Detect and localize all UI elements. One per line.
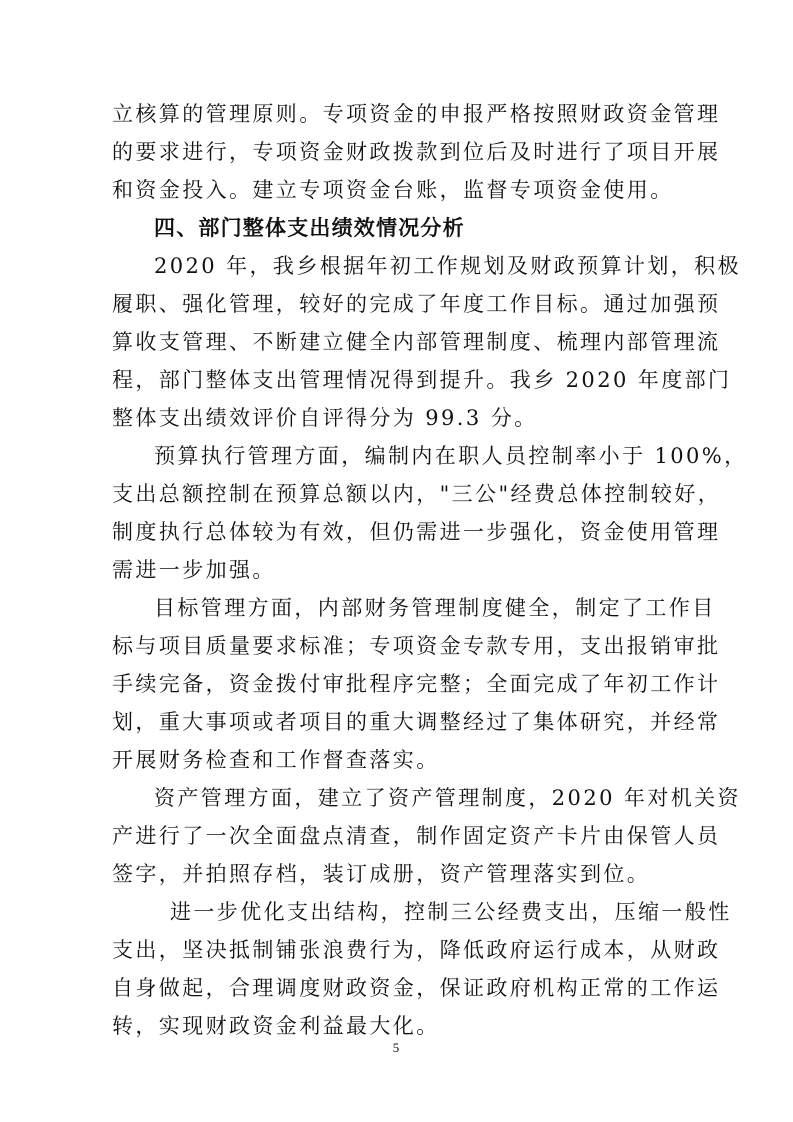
paragraph-line: 转，实现财政资金利益最大化。 bbox=[112, 1014, 440, 1038]
paragraph-line: 预算执行管理方面，编制内在职人员控制率小于 100%， bbox=[154, 444, 748, 468]
paragraph-line: 算收支管理、不断建立健全内部管理制度、梳理内部管理流 bbox=[112, 330, 721, 354]
paragraph-line: 划，重大事项或者项目的重大调整经过了集体研究，并经常 bbox=[112, 710, 721, 734]
paragraph-line: 的要求进行，专项资金财政拨款到位后及时进行了项目开展 bbox=[112, 140, 721, 164]
paragraph-line: 标与项目质量要求标准；专项资金专款专用，支出报销审批 bbox=[112, 634, 721, 658]
paragraph-line: 立核算的管理原则。专项资金的申报严格按照财政资金管理 bbox=[112, 102, 721, 126]
paragraph-line: 开展财务检查和工作督查落实。 bbox=[112, 748, 440, 772]
paragraph-line: 自身做起，合理调度财政资金，保证政府机构正常的工作运 bbox=[112, 976, 721, 1000]
paragraph-line: 产进行了一次全面盘点清查，制作固定资产卡片由保管人员 bbox=[112, 824, 721, 848]
paragraph-line: 履职、强化管理，较好的完成了年度工作目标。通过加强预 bbox=[112, 292, 721, 316]
paragraph-line: 支出，坚决抵制铺张浪费行为，降低政府运行成本，从财政 bbox=[112, 938, 721, 962]
paragraph-line: 和资金投入。建立专项资金台账，监督专项资金使用。 bbox=[112, 178, 674, 202]
paragraph-line: 资产管理方面，建立了资产管理制度，2020 年对机关资 bbox=[154, 786, 741, 810]
paragraph-line: 需进一步加强。 bbox=[112, 558, 276, 582]
paragraph-line: 目标管理方面，内部财务管理制度健全，制定了工作目 bbox=[154, 596, 716, 620]
paragraph-line: 程，部门整体支出管理情况得到提升。我乡 2020 年度部门 bbox=[112, 368, 732, 392]
paragraph-line: 制度执行总体较为有效，但仍需进一步强化，资金使用管理 bbox=[112, 520, 721, 544]
paragraph-line: 手续完备，资金拨付审批程序完整；全面完成了年初工作计 bbox=[112, 672, 721, 696]
section-heading: 四、部门整体支出绩效情况分析 bbox=[154, 216, 465, 240]
paragraph-line: 进一步优化支出结构，控制三公经费支出，压缩一般性 bbox=[170, 900, 732, 924]
page-number: 5 bbox=[392, 1040, 400, 1055]
paragraph-line: 2020 年，我乡根据年初工作规划及财政预算计划，积极 bbox=[154, 254, 741, 278]
paragraph-line: 支出总额控制在预算总额以内，"三公"经费总体控制较好， bbox=[112, 482, 722, 506]
paragraph-line: 整体支出绩效评价自评得分为 99.3 分。 bbox=[112, 406, 538, 430]
paragraph-line: 签字，并拍照存档，装订成册，资产管理落实到位。 bbox=[112, 862, 651, 886]
